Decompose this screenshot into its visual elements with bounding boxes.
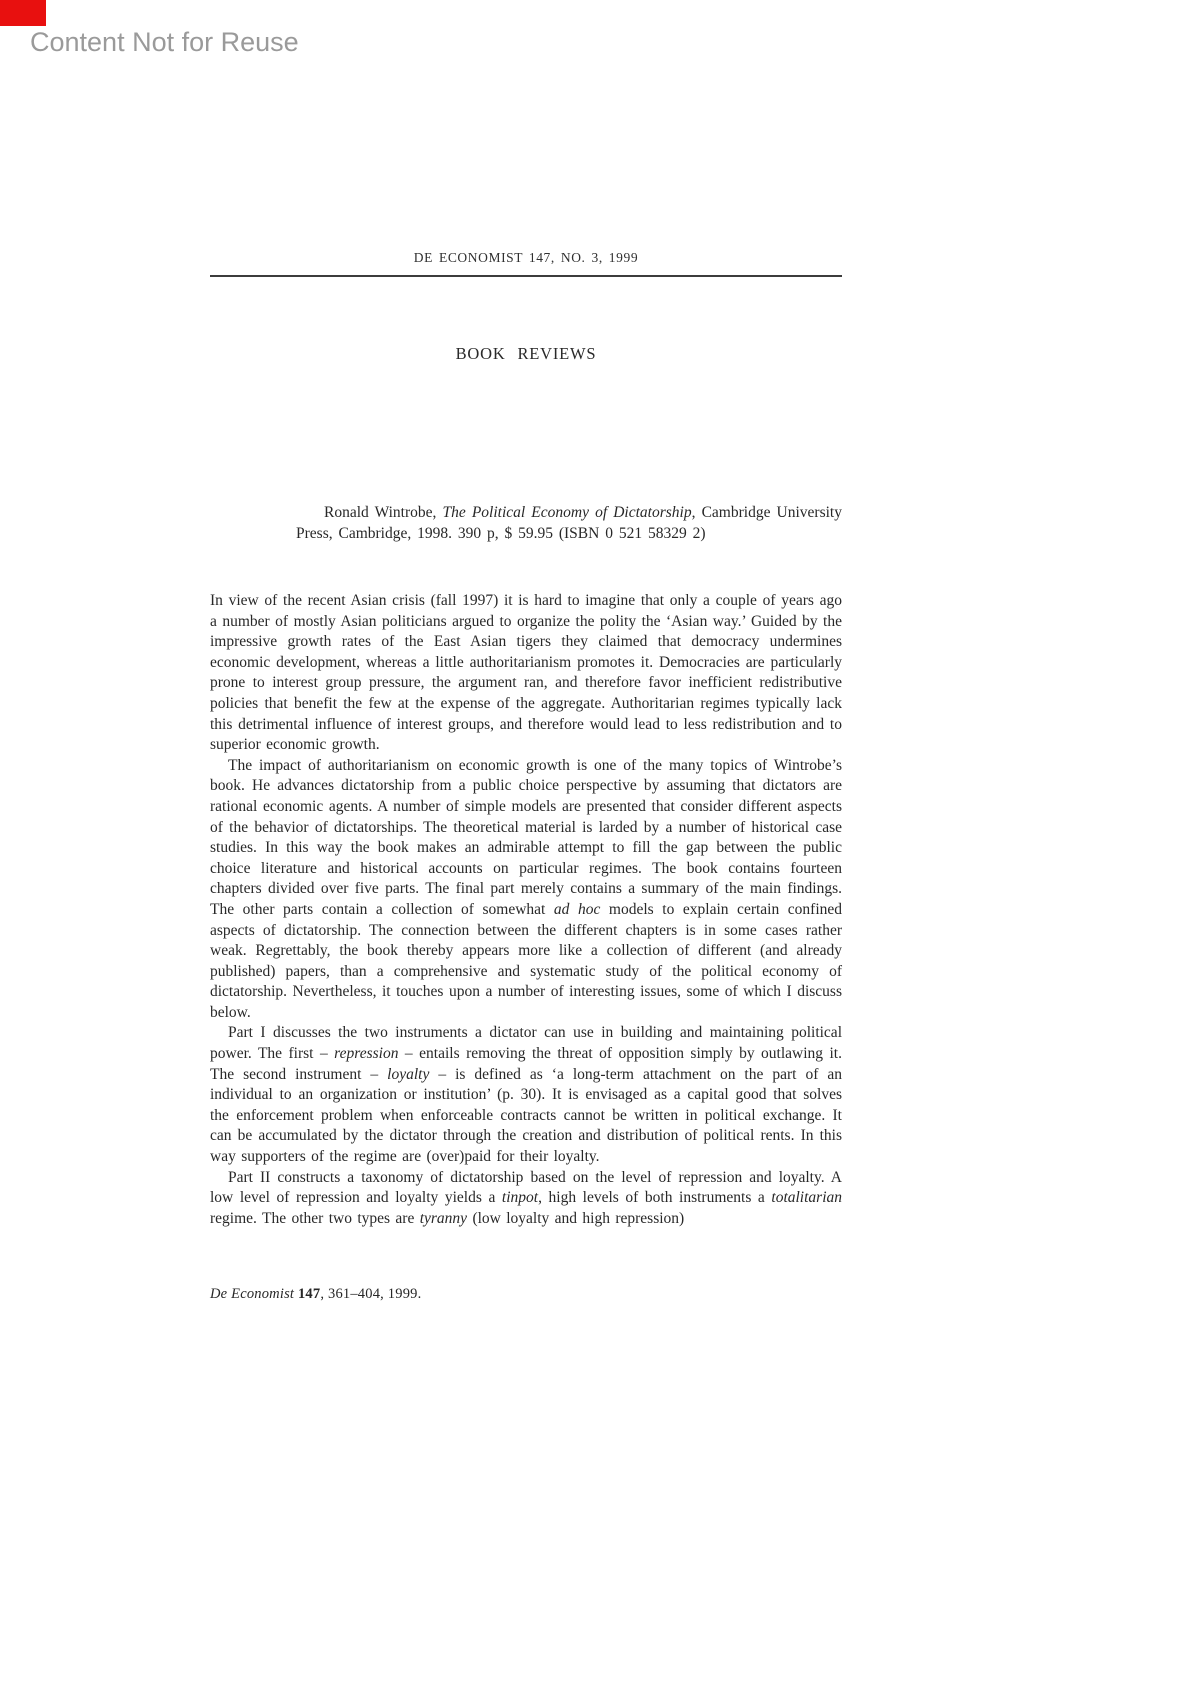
text-segment: In view of the recent Asian crisis (fall 1997) it is hard to imagine that only a couple of years ago a number of mostly Asian politicians argued to organize the polity the ‘Asian way.’ Guided by the impressive growth rates of the East Asian tigers they claimed that democracy undermines economic development, whereas a little authoritarianism promotes it. Democracies are particularly prone to interest group pressure, the argument ran, and therefore favor inefficient redistributive policies that benefit the few at the expense of the aggregate. Authoritarian regimes typically lack this detrimental influence of interest groups, and therefore would lead to less redistribution and to superior economic growth.	[210, 592, 842, 754]
text-segment: Part II constructs a taxonomy of dictatorship based on the level of repression and loyalty. A low level of repression and loyalty yields a	[210, 1168, 842, 1207]
text-segment: Ronald Wintrobe,	[324, 504, 443, 521]
text-segment: – entails removing the threat of opposition simply by outlawing it. The second instrument –	[210, 1045, 842, 1083]
header-rule	[210, 275, 842, 277]
text-segment: 147	[297, 1286, 321, 1302]
text-segment: , high levels of both instruments a	[538, 1189, 772, 1207]
text-segment: , Cambridge University Press, Cambridge, 1998. 390 p, $ 59.95 (ISBN 0 521 58329 2)	[296, 504, 842, 542]
text-segment: ad hoc	[553, 900, 601, 918]
section-title: BOOK REVIEWS	[455, 344, 597, 363]
body-paragraphs	[210, 591, 842, 1229]
text-segment: repression	[334, 1045, 399, 1063]
text-segment: Part I discusses the two instruments a dictator can use in building and maintaining political power. The first –	[210, 1024, 842, 1063]
body-paragraph	[210, 1168, 842, 1230]
text-segment: loyalty	[387, 1065, 430, 1083]
body-paragraph	[210, 756, 842, 1024]
journal-running-head: DE ECONOMIST 147, NO. 3, 1999	[413, 250, 639, 265]
watermark-text: Content Not for Reuse	[30, 27, 299, 57]
red-corner-mark	[0, 0, 46, 26]
text-segment: totalitarian	[771, 1189, 843, 1207]
book-citation	[296, 502, 842, 544]
body-paragraph	[210, 591, 842, 756]
text-segment: tinpot	[501, 1189, 539, 1207]
text-segment: – is defined as ‘a long-term attachment on the part of an individual to an organization or institution’ (p. 30). It is envisaged as a capital good that solves the enforcement problem when enforceable contracts cannot be written in political exchange. It can be accumulated by the dictator through the creation and distribution of political rents. In this way supporters of the regime are (over)paid for their loyalty.	[210, 1065, 842, 1166]
text-segment: , 361–404, 1999.	[320, 1286, 422, 1302]
text-segment: models to explain certain confined aspects of dictatorship. The connection between the different chapters is in some cases rather weak. Regrettably, the book thereby appears more like a collection of different (and already published) papers, than a comprehensive and systematic study of the political economy of dictatorship. Nevertheless, it touches upon a number of interesting issues, some of which I discuss below.	[210, 900, 843, 1021]
text-segment: The impact of authoritarianism on economic growth is one of the many topics of Wintrobe’s book. He advances dictatorship from a public choice perspective by assuming that dictators are rational economic agents. A number of simple models are presented that consider different aspects of the behavior of dictatorships. The theoretical material is larded by a number of historical case studies. In this way the book makes an admirable attempt to fill the gap between the public choice literature and historical accounts on particular regimes. The book contains fourteen chapters divided over five parts. The final part merely contains a summary of the main findings. The other parts contain a collection of somewhat	[210, 756, 842, 918]
text-segment: tyranny	[419, 1209, 468, 1227]
text-segment: regime. The other two types are	[210, 1209, 420, 1227]
text-segment: The Political Economy of Dictatorship	[442, 504, 692, 521]
text-segment: De Economist	[210, 1286, 295, 1302]
body-paragraph	[210, 1023, 842, 1167]
text-segment: (low loyalty and high repression)	[467, 1209, 685, 1227]
footer-citation	[210, 1286, 421, 1303]
